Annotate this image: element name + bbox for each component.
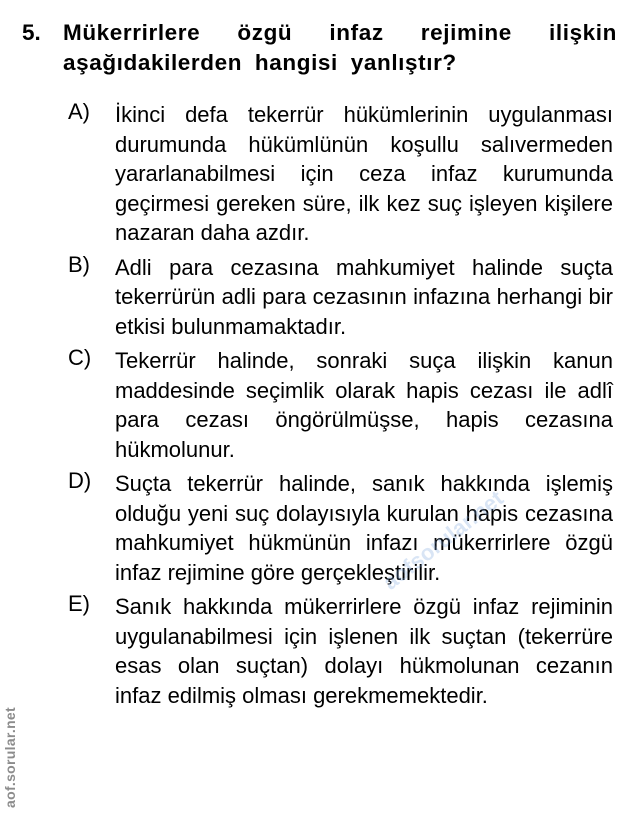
answer-options <box>68 100 613 715</box>
option-e[interactable] <box>68 592 613 710</box>
question-number: 5. <box>22 20 41 45</box>
question-text <box>63 18 617 78</box>
option-text: Adli para cezasına mahkumiyet halinde suçta tekerrürün adli para cezasının infazına herhangi bir etkisi bulunmamaktadır. <box>115 254 613 339</box>
option-c[interactable] <box>68 346 613 464</box>
option-letter: A) <box>68 99 90 124</box>
option-letter: B) <box>68 251 90 277</box>
side-watermark: aof.sorular.net <box>2 707 18 808</box>
question-text-line2: aşağıdakilerden hangisi yanlıştır? <box>63 50 457 75</box>
option-text: İkinci defa tekerrür hükümlerinin uygulanması durumunda hükümlünün koşullu salıvermeden yararlanabilmesi için ceza infaz kurumunda geçirmesi gereken süre, ilk kez suç işleyen kişilere nazaran daha azdır. <box>115 102 613 245</box>
center-watermark: aofsorular.net <box>378 485 509 595</box>
option-letter: C) <box>68 345 92 370</box>
option-letter: D) <box>68 468 92 493</box>
option-text: Suçta tekerrür halinde, sanık hakkında işlemiş olduğu yeni suç dolayısıyla kurulan hapis cezasına mahkumiyet hükmünün infazı mükerrirlere özgü infaz rejimine göre gerçekleştirilir. <box>115 471 613 585</box>
option-text: Sanık hakkında mükerrirlere özgü infaz rejiminin uygulanabilmesi için işlenen ilk suçtan (tekerrüre esas olan suçtan) dolayı hükmolunan cezanın infaz edilmiş olması gerekmemektedir. <box>115 594 613 708</box>
option-b[interactable] <box>68 253 613 342</box>
option-d[interactable] <box>68 469 613 587</box>
option-text: Tekerrür halinde, sonraki suça ilişkin kanun maddesinde seçimlik olarak hapis cezası ile adlî para cezası öngörülmüşse, hapis cezasına hükmolunur. <box>115 348 613 462</box>
option-letter: E) <box>68 591 90 616</box>
option-a[interactable] <box>68 100 613 248</box>
question-text-line1: Mükerrirlere özgü infaz rejimine ilişkin <box>63 20 617 45</box>
question <box>22 18 617 78</box>
